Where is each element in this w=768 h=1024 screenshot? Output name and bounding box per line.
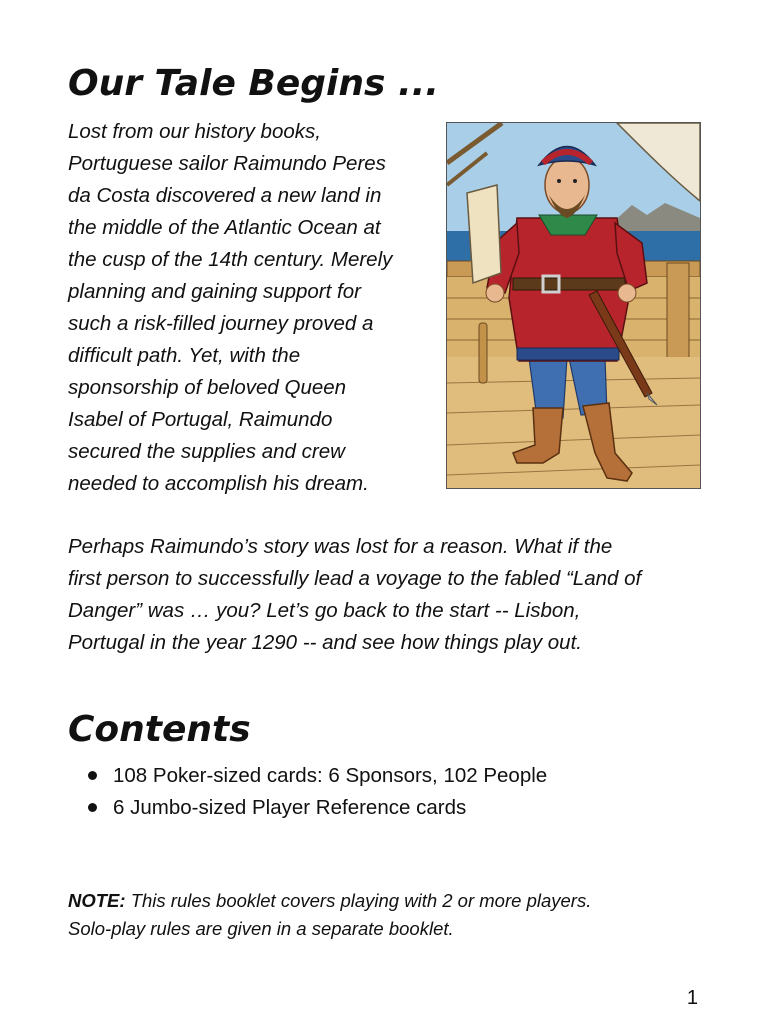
scroll	[467, 185, 501, 283]
intro-line: such a risk-filled journey proved a	[68, 312, 374, 335]
head	[545, 157, 589, 213]
intro-line: Portuguese sailor Raimundo Peres	[68, 152, 386, 175]
story-line: Perhaps Raimundo’s story was lost for a reason. What if the	[68, 535, 613, 558]
note-label: NOTE:	[68, 890, 126, 911]
list-item-text: 6 Jumbo-sized Player Reference cards	[113, 796, 467, 819]
intro-line: the middle of the Atlantic Ocean at	[68, 216, 381, 239]
note-paragraph	[68, 887, 728, 943]
contents-list	[86, 760, 547, 824]
intro-line: needed to accomplish his dream.	[68, 472, 369, 495]
belaying-pin	[479, 323, 487, 383]
section-title-contents: Contents	[68, 709, 251, 750]
intro-line: secured the supplies and crew	[68, 440, 345, 463]
list-item	[86, 792, 547, 824]
intro-line: Lost from our history books,	[68, 120, 321, 143]
sailor-illustration	[446, 122, 701, 489]
intro-line: Isabel of Portugal, Raimundo	[68, 408, 333, 431]
intro-line: difficult path. Yet, with the	[68, 344, 301, 367]
page-number: 1	[686, 987, 698, 1009]
intro-line: planning and gaining support for	[68, 280, 361, 303]
story-line: Portugal in the year 1290 -- and see how things play out.	[68, 631, 582, 654]
intro-line: da Costa discovered a new land in	[68, 184, 382, 207]
sailor-drawing	[447, 123, 700, 488]
list-item-text: 108 Poker-sized cards: 6 Sponsors, 102 People	[113, 764, 548, 787]
story-line: Danger” was … you? Let’s go back to the start -- Lisbon,	[68, 599, 581, 622]
bullet-icon	[88, 803, 97, 812]
intro-line: sponsorship of beloved Queen	[68, 376, 347, 399]
story-line: first person to successfully lead a voyage to the fabled “Land of	[68, 567, 642, 590]
section-title-tale: Our Tale Begins ...	[68, 63, 439, 104]
bullet-icon	[88, 771, 97, 780]
story-paragraph	[68, 531, 718, 659]
note-text: Solo-play rules are given in a separate booklet.	[68, 918, 454, 939]
note-text: This rules booklet covers playing with 2 or more players.	[125, 890, 592, 911]
intro-paragraph	[68, 116, 440, 500]
list-item	[86, 760, 547, 792]
intro-line: the cusp of the 14th century. Merely	[68, 248, 393, 271]
